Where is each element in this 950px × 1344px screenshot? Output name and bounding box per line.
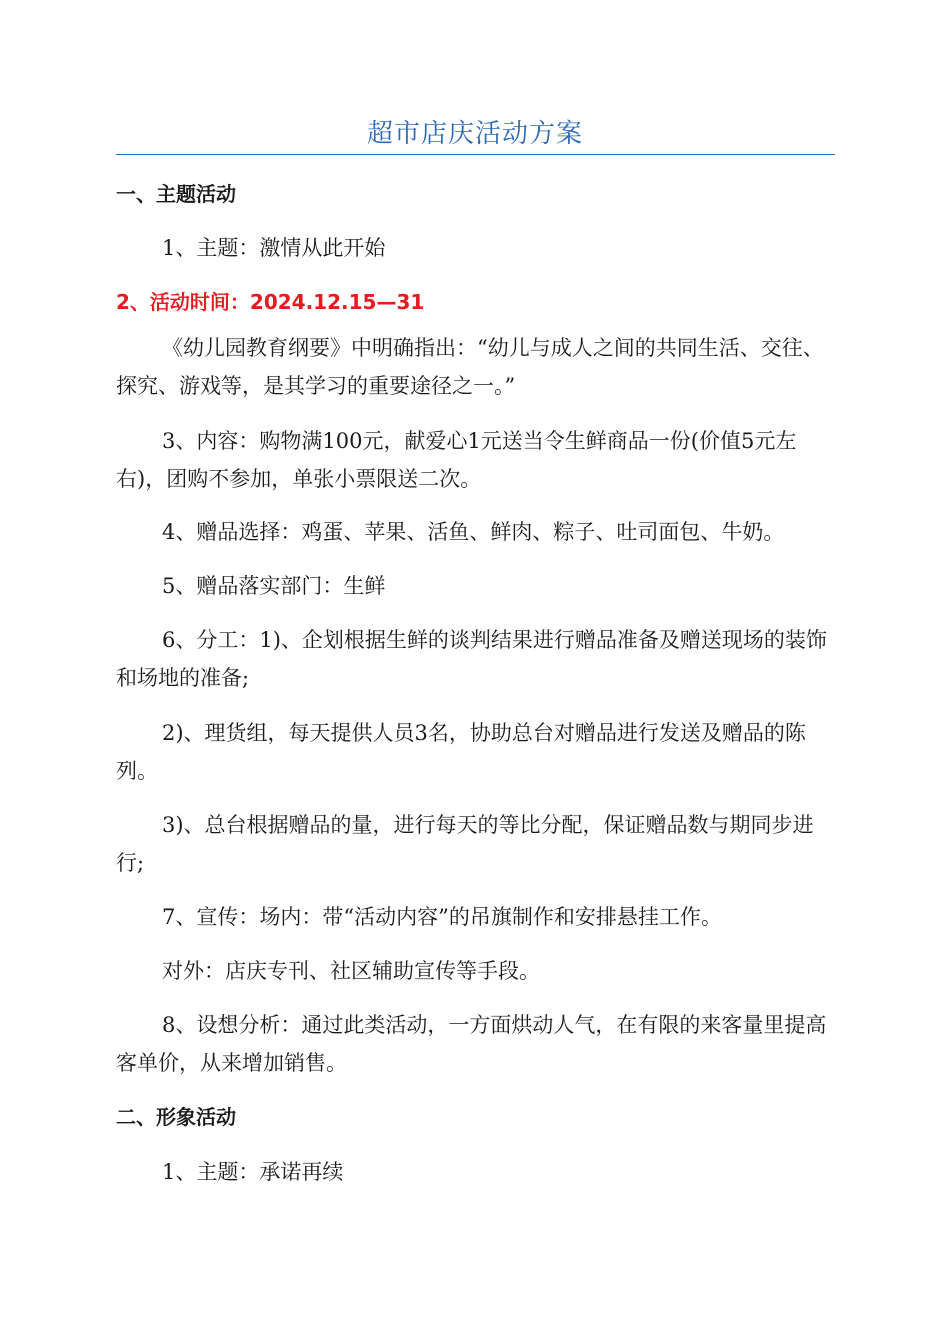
paragraph-front-desk: 3)、总台根据赠品的量，进行每天的等比分配，保证赠品数与期同步进行;	[116, 813, 814, 875]
paragraph-analysis: 8、设想分析：通过此类活动，一方面烘动人气，在有限的来客量里提高客单价，从来增加销售。	[116, 1013, 827, 1075]
document-title: 超市店庆活动方案	[366, 119, 583, 149]
paragraph-external: 对外：店庆专刊、社区辅助宣传等手段。	[162, 959, 540, 983]
section-heading-image: 二、形象活动	[116, 1105, 236, 1129]
paragraph-gifts: 4、赠品选择：鸡蛋、苹果、活鱼、鲜肉、粽子、吐司面包、牛奶。	[162, 520, 785, 544]
paragraph-stock-team: 2)、理货组，每天提供人员3名，协助总台对赠品进行发送及赠品的陈列。	[116, 721, 806, 783]
paragraph-promotion: 7、宣传：场内：带“活动内容”的吊旗制作和安排悬挂工作。	[162, 905, 722, 929]
paragraph-theme: 1、主题：激情从此开始	[162, 236, 386, 260]
section-heading-theme: 一、主题活动	[116, 182, 236, 206]
paragraph-image-theme: 1、主题：承诺再续	[162, 1160, 344, 1184]
paragraph-quote: 《幼儿园教育纲要》中明确指出：“幼儿与成人之间的共同生活、交往、探究、游戏等，是其学习的重要途径之一。”	[116, 336, 824, 398]
activity-time-line: 2、活动时间：2024.12.15—31	[116, 290, 425, 314]
paragraph-content: 3、内容：购物满100元，献爱心1元送当令生鲜商品一份(价值5元左右)，团购不参加，单张小票限送二次。	[116, 429, 797, 491]
paragraph-department: 5、赠品落实部门：生鲜	[162, 574, 386, 598]
paragraph-division: 6、分工：1)、企划根据生鲜的谈判结果进行赠品准备及赠送现场的装饰和场地的准备;	[116, 628, 827, 690]
title-underline	[116, 154, 835, 155]
